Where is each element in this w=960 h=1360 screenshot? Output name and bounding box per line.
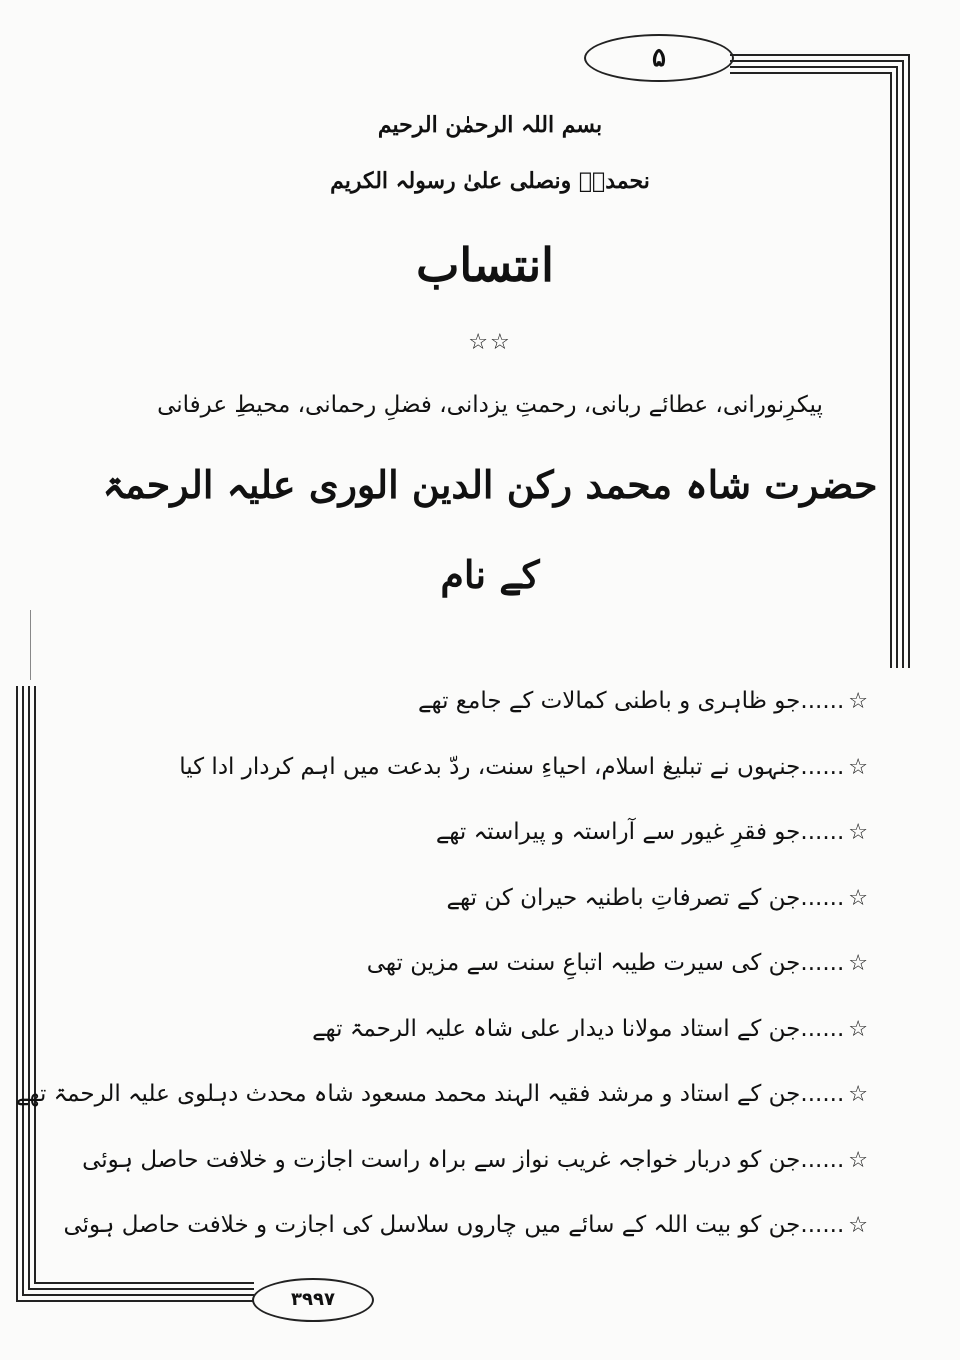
bismillah-line: بسم اللہ الرحمٰن الرحیم <box>377 112 603 138</box>
star-icon: ☆ <box>848 1213 868 1238</box>
frame-line-left-4 <box>34 686 36 1282</box>
list-item <box>15 1069 868 1135</box>
scan-line <box>30 610 31 680</box>
list-item-text: ......جن کی سیرت طیبہ اتباعِ سنت سے مزین تھی <box>366 950 845 976</box>
star-ornament: ☆☆ <box>468 330 512 355</box>
star-icon: ☆ <box>848 1082 868 1107</box>
list-item-text: ......جو فقرِ غیور سے آراستہ و پیراستہ تھے <box>435 819 845 845</box>
dedicatee-name: حضرت شاہ محمد رکن الدین الوری علیہ الرحمۃ <box>102 462 878 507</box>
list-item <box>108 807 868 873</box>
list-item-text: ......جو ظاہری و باطنی کمالات کے جامع تھے <box>417 688 845 714</box>
list-item <box>108 676 868 742</box>
list-item-text: ......جن کے استاد مولانا دیدار علی شاہ علیہ الرحمۃ تھے <box>312 1015 845 1042</box>
list-item-text: ......جن کے استاد و مرشد فقیہ الہند محمد مسعود شاہ محدث دہلوی علیہ الرحمۃ تھے <box>15 1081 845 1107</box>
star-icon: ☆ <box>848 689 868 714</box>
star-icon: ☆ <box>848 820 868 845</box>
frame-line-top-1 <box>730 54 910 56</box>
page-number-oval <box>584 34 734 82</box>
list-item <box>108 742 868 808</box>
frame-line-left-2 <box>22 686 24 1294</box>
frame-line-top-3 <box>730 66 898 68</box>
epithets-line: پیکرِنورانی، عطائے ربانی، رحمتِ یزدانی، فضلِ رحمانی، محیطِ عرفانی <box>157 392 823 418</box>
frame-line-bottom-1 <box>16 1300 254 1302</box>
list-item <box>108 1004 868 1070</box>
list-item <box>82 1135 868 1201</box>
list-item <box>63 1200 868 1266</box>
list-item <box>108 873 868 939</box>
list-item-text: ......جنہوں نے تبلیغ اسلام، احیاءِ سنت، ردّ بدعت میں اہم کردار ادا کیا <box>179 753 845 780</box>
list-item-text: ......جن کو بیت اللہ کے سائے میں چاروں سلاسل کی اجازت و خلافت حاصل ہوئی <box>63 1212 845 1238</box>
star-icon: ☆ <box>848 951 868 976</box>
qualities-list <box>15 676 868 1266</box>
footer-number: ۳۹۹۷ <box>291 1289 335 1310</box>
dedication-to: کے نام <box>440 552 540 597</box>
hamd-line: نحمدہٗ ونصلی علیٰ رسولہ الکریم <box>330 168 650 194</box>
star-icon: ☆ <box>848 1016 868 1042</box>
frame-line-left-1 <box>16 686 18 1300</box>
star-icon: ☆ <box>848 754 868 780</box>
page-title: انتساب <box>416 238 554 292</box>
page-number: ۵ <box>652 43 666 73</box>
star-icon: ☆ <box>848 1147 868 1173</box>
star-icon: ☆ <box>848 885 868 911</box>
frame-line-bottom-2 <box>22 1294 254 1296</box>
frame-line-bottom-3 <box>28 1288 254 1290</box>
frame-line-bottom-4 <box>34 1282 254 1284</box>
frame-line-left-3 <box>28 686 30 1288</box>
list-item-text: ......جن کو دربار خواجہ غریب نواز سے براہ راست اجازت و خلافت حاصل ہوئی <box>82 1146 845 1173</box>
footer-number-oval <box>252 1278 374 1322</box>
frame-line-top-4 <box>730 72 892 74</box>
frame-line-top-2 <box>730 60 904 62</box>
list-item-text: ......جن کے تصرفاتِ باطنیہ حیران کن تھے <box>446 884 845 911</box>
list-item <box>108 938 868 1004</box>
